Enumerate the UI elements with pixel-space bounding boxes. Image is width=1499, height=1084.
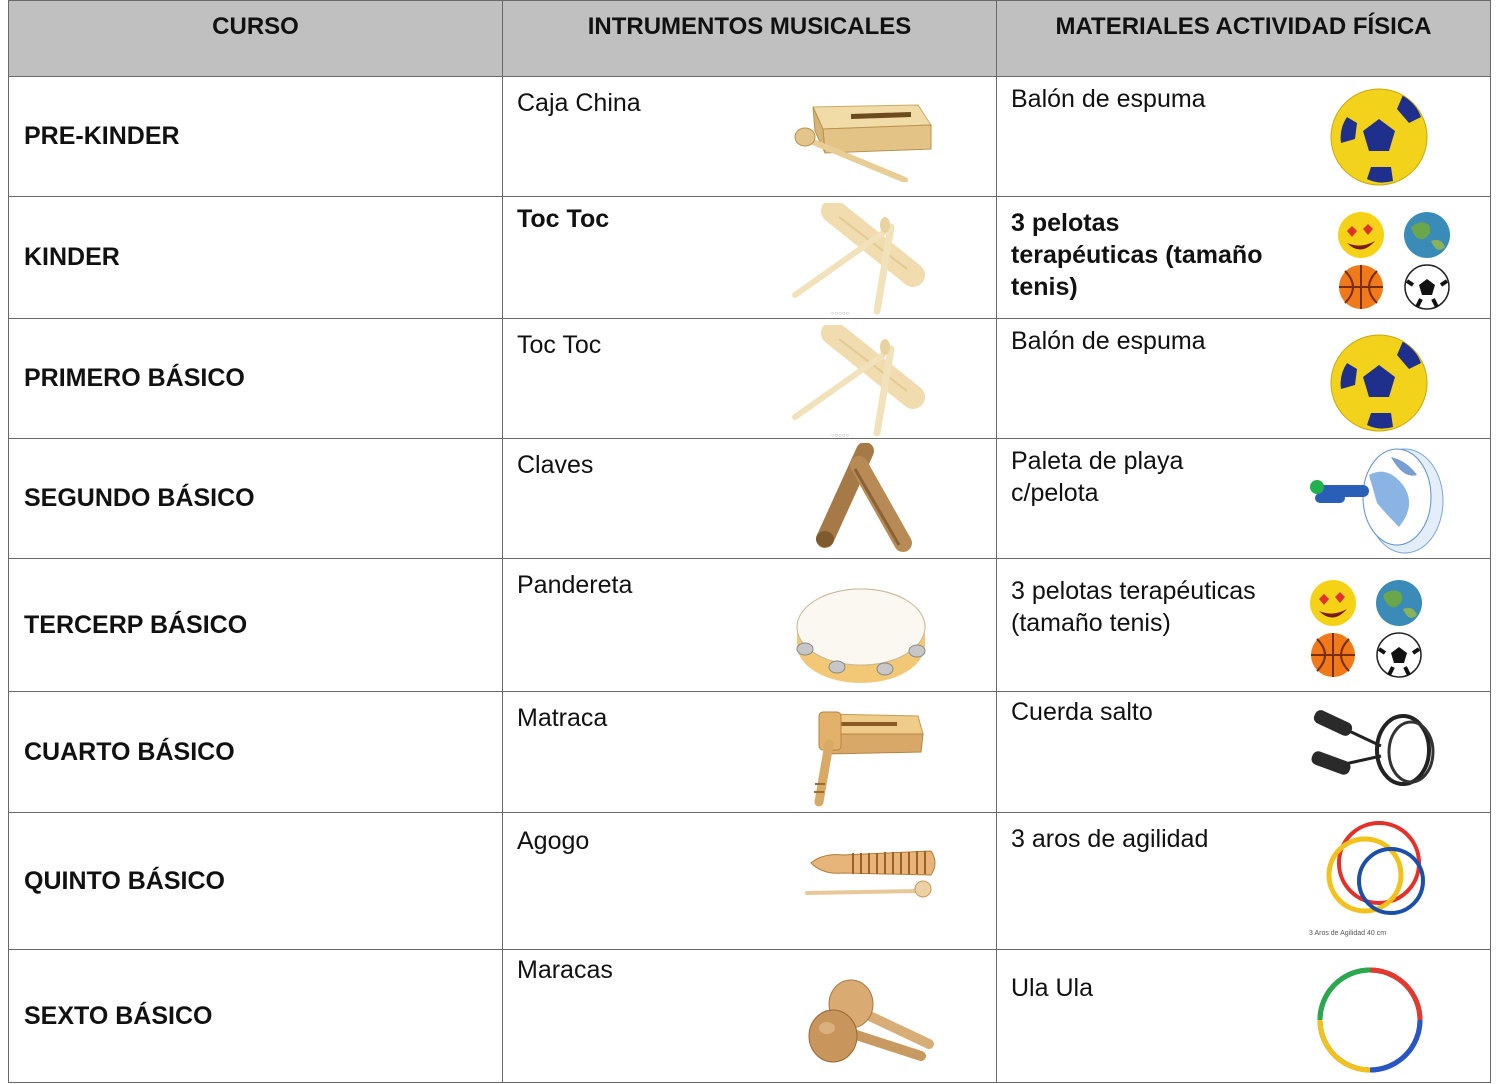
curso-cell: SEXTO BÁSICO [9, 950, 503, 1083]
instrument-name: Pandereta [517, 571, 633, 599]
foam-ball-icon [1329, 87, 1429, 187]
instrument-cell [503, 197, 997, 319]
table-row [9, 950, 1491, 1083]
material-cell [997, 813, 1491, 950]
guiro-icon [803, 843, 943, 913]
instrument-cell [503, 692, 997, 813]
curso-cell: CUARTO BÁSICO [9, 692, 503, 813]
material-cell [997, 439, 1491, 559]
ratchet-icon [793, 704, 943, 809]
wood-block-icon [793, 87, 943, 182]
instrument-name: Claves [517, 451, 594, 479]
toc-toc-icon [783, 203, 933, 318]
curso-cell: TERCERP BÁSICO [9, 559, 503, 692]
material-name: Cuerda salto [1011, 698, 1153, 726]
instrument-cell [503, 77, 997, 197]
material-cell [997, 692, 1491, 813]
instrument-name: Maracas [517, 956, 613, 984]
table-row [9, 692, 1491, 813]
beach-paddle-icon [1307, 445, 1457, 555]
claves-icon [803, 443, 923, 555]
instrument-name: Matraca [517, 704, 608, 732]
svg-text:○○○○○: ○○○○○ [831, 433, 850, 439]
curso-cell: PRIMERO BÁSICO [9, 319, 503, 439]
instrument-cell [503, 950, 997, 1083]
therapy-balls-icon [1337, 211, 1457, 311]
table-row [9, 77, 1491, 197]
instrument-name: Caja China [517, 89, 641, 117]
material-name: Paleta de playa c/pelota [1011, 447, 1184, 507]
material-cell [997, 950, 1491, 1083]
instrument-cell [503, 813, 997, 950]
table-row [9, 197, 1491, 319]
material-name: 3 pelotas terapéuticas (tamaño tenis) [1011, 209, 1263, 301]
therapy-balls-icon [1309, 579, 1429, 679]
toc-toc-icon [783, 325, 933, 440]
foam-ball-icon [1329, 333, 1429, 433]
header-curso: CURSO [9, 1, 503, 77]
material-name: 3 pelotas terapéuticas (tamaño tenis) [1011, 577, 1256, 637]
instrument-cell [503, 559, 997, 692]
instrument-name: Toc Toc [517, 205, 610, 233]
material-name: Ula Ula [1011, 974, 1093, 1002]
maracas-icon [803, 978, 953, 1078]
table-row [9, 813, 1491, 950]
curso-cell: QUINTO BÁSICO [9, 813, 503, 950]
tambourine-icon [783, 579, 933, 689]
table-row [9, 319, 1491, 439]
curso-cell: SEGUNDO BÁSICO [9, 439, 503, 559]
material-cell [997, 197, 1491, 319]
agility-rings-caption: 3 Aros de Agilidad 40 cm [1309, 930, 1387, 937]
header-materiales: MATERIALES ACTIVIDAD FÍSICA [997, 1, 1491, 77]
material-name: Balón de espuma [1011, 327, 1206, 355]
supplies-table [8, 0, 1491, 1083]
instrument-name: Agogo [517, 827, 590, 855]
table-row [9, 439, 1491, 559]
material-cell [997, 559, 1491, 692]
instrument-name: Toc Toc [517, 331, 602, 359]
header-row [9, 1, 1491, 77]
instrument-cell [503, 319, 997, 439]
svg-text:○○○○○: ○○○○○ [831, 311, 850, 317]
material-cell [997, 319, 1491, 439]
agility-rings-icon [1307, 817, 1437, 937]
hula-hoop-icon [1315, 964, 1425, 1076]
material-name: 3 aros de agilidad [1011, 825, 1209, 853]
material-name: Balón de espuma [1011, 85, 1206, 113]
curso-cell: KINDER [9, 197, 503, 319]
instrument-cell [503, 439, 997, 559]
jump-rope-icon [1307, 706, 1437, 796]
table-row [9, 559, 1491, 692]
header-instrumentos: INTRUMENTOS MUSICALES [503, 1, 997, 77]
curso-cell: PRE-KINDER [9, 77, 503, 197]
material-cell [997, 77, 1491, 197]
